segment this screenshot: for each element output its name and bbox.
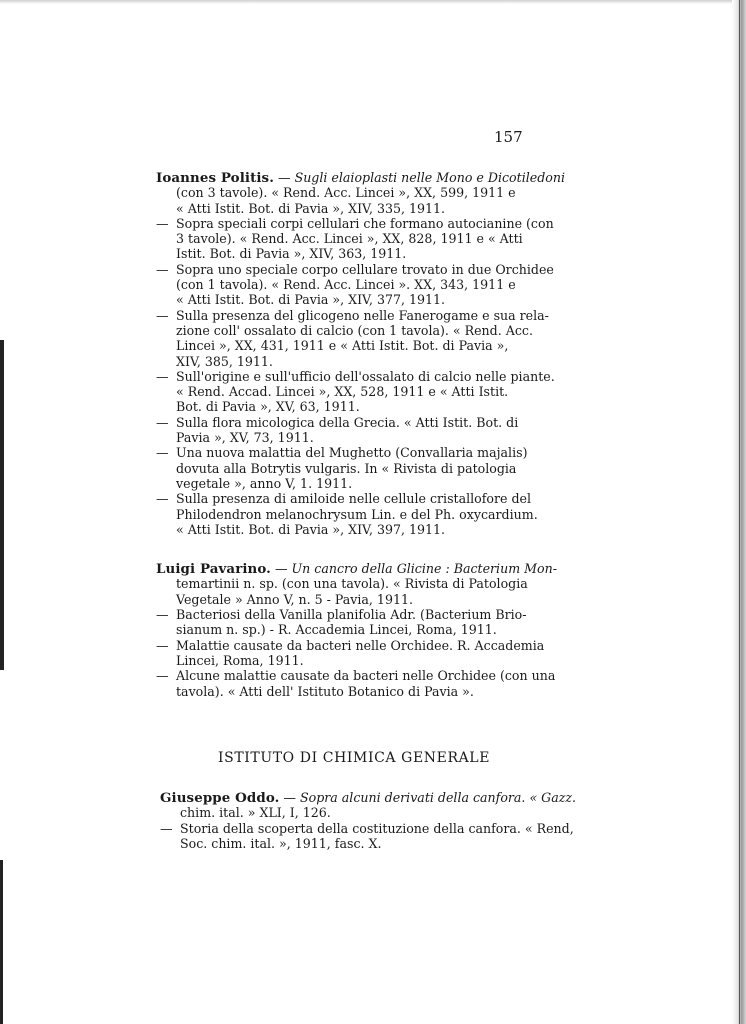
bibliography-chemistry xyxy=(160,790,576,851)
entry-line: 3 tavole). « Rend. Acc. Lincei », XX, 828, 1911 e « Atti xyxy=(176,231,523,247)
entry-line: Bot. di Pavia », XV, 63, 1911. xyxy=(176,399,360,415)
entry-line: — Sulla presenza di amiloide nelle cellule cristallofore del xyxy=(156,491,534,506)
entry-line: Lincei, Roma, 1911. xyxy=(176,652,304,668)
entry-line: « Rend. Accad. Lincei », XX, 528, 1911 e « Atti Istit. xyxy=(176,384,509,400)
author-name: Luigi Pavarino. xyxy=(156,561,271,578)
entry-text: — Sopra alcuni derivati della canfora. « Gazz. xyxy=(283,790,576,805)
entry-line: — Una nuova malattia del Mughetto (Convallaria majalis) xyxy=(156,445,534,460)
entry-line: XIV, 385, 1911. xyxy=(176,353,273,369)
entry-text: — Un cancro della Glicine : Bacterium Mon- xyxy=(274,561,557,577)
entry-line: zione coll' ossalato di calcio (con 1 tavola). « Rend. Acc. xyxy=(176,322,533,338)
entry-line: Philodendron melanochrysum Lin. e del Ph. oxycardium. xyxy=(176,506,538,522)
scan-left-mark xyxy=(0,860,3,1024)
entry-line: (con 3 tavole). « Rend. Acc. Lincei », XX, 599, 1911 e xyxy=(176,185,516,201)
entry-line: tavola). « Atti dell' Istituto Botanico di Pavia ». xyxy=(176,683,474,699)
entry-line: vegetale », anno V, 1. 1911. xyxy=(176,475,353,491)
scan-binding-line xyxy=(739,0,740,1024)
section-heading: ISTITUTO DI CHIMICA GENERALE xyxy=(218,750,491,766)
entry-line: — Sull'origine e sull'ufficio dell'ossalato di calcio nelle piante. xyxy=(156,369,534,384)
entry-line: — Alcune malattie causate da bacteri nelle Orchidee (con una xyxy=(156,668,534,683)
scan-left-mark xyxy=(0,340,4,670)
entry-line: « Atti Istit. Bot. di Pavia », XIV, 397, 1911. xyxy=(176,521,446,537)
entry-line: « Atti Istit. Bot. di Pavia », XIV, 377, 1911. xyxy=(176,292,446,308)
entry-line: — Storia della scoperta della costituzione della canfora. « Rend, xyxy=(160,821,538,836)
entry-line: Istit. Bot. di Pavia », XIV, 363, 1911. xyxy=(176,246,407,262)
author-name: Ioannes Politis. xyxy=(156,170,274,186)
entry-line: — Sulla presenza del glicogeno nelle Fanerogame e sua rela- xyxy=(156,308,534,323)
entry-line: — Sopra uno speciale corpo cellulare trovato in due Orchidee xyxy=(156,262,534,277)
entry-line: — Bacteriosi della Vanilla planifolia Adr. (Bacterium Brio- xyxy=(156,607,534,622)
author-name: Giuseppe Oddo. xyxy=(160,790,280,806)
entry-line: sianum n. sp.) - R. Accademia Lincei, Roma, 1911. xyxy=(176,622,497,638)
spacer xyxy=(156,537,534,561)
bibliography-botany xyxy=(156,170,565,699)
entry-line: — Sopra speciali corpi cellulari che formano autocianine (con xyxy=(156,216,534,231)
entry-line: Soc. chim. ital. », 1911, fasc. X. xyxy=(180,835,382,851)
entry-line: Lincei », XX, 431, 1911 e « Atti Istit. Bot. di Pavia », xyxy=(176,338,509,354)
entry-oddo-line-0 xyxy=(160,790,576,806)
entry-line: chim. ital. » XLI, I, 126. xyxy=(180,805,331,821)
entry-line: temartinii n. sp. (con una tavola). « Rivista di Patologia xyxy=(176,576,528,592)
scan-top-edge xyxy=(0,0,746,4)
entry-line: Pavia », XV, 73, 1911. xyxy=(176,430,314,446)
entry-line: — Sulla flora micologica della Grecia. « Atti Istit. Bot. di xyxy=(156,415,534,430)
entry-line: — Malattie causate da bacteri nelle Orchidee. R. Accademia xyxy=(156,638,534,653)
entry-text: — Sugli elaioplasti nelle Mono e Dicotiledoni xyxy=(277,170,565,185)
entry-politis-line-0 xyxy=(156,170,565,186)
entry-line: dovuta alla Botrytis vulgaris. In « Rivista di patologia xyxy=(176,460,517,476)
page-number: 157 xyxy=(494,128,523,146)
entry-line: « Atti Istit. Bot. di Pavia », XIV, 335, 1911. xyxy=(176,200,446,216)
entry-line: (con 1 tavola). « Rend. Acc. Lincei ». XX, 343, 1911 e xyxy=(176,277,516,293)
entry-pavarino-line-0 xyxy=(156,561,557,578)
entry-line: Vegetale » Anno V, n. 5 - Pavia, 1911. xyxy=(176,591,413,607)
